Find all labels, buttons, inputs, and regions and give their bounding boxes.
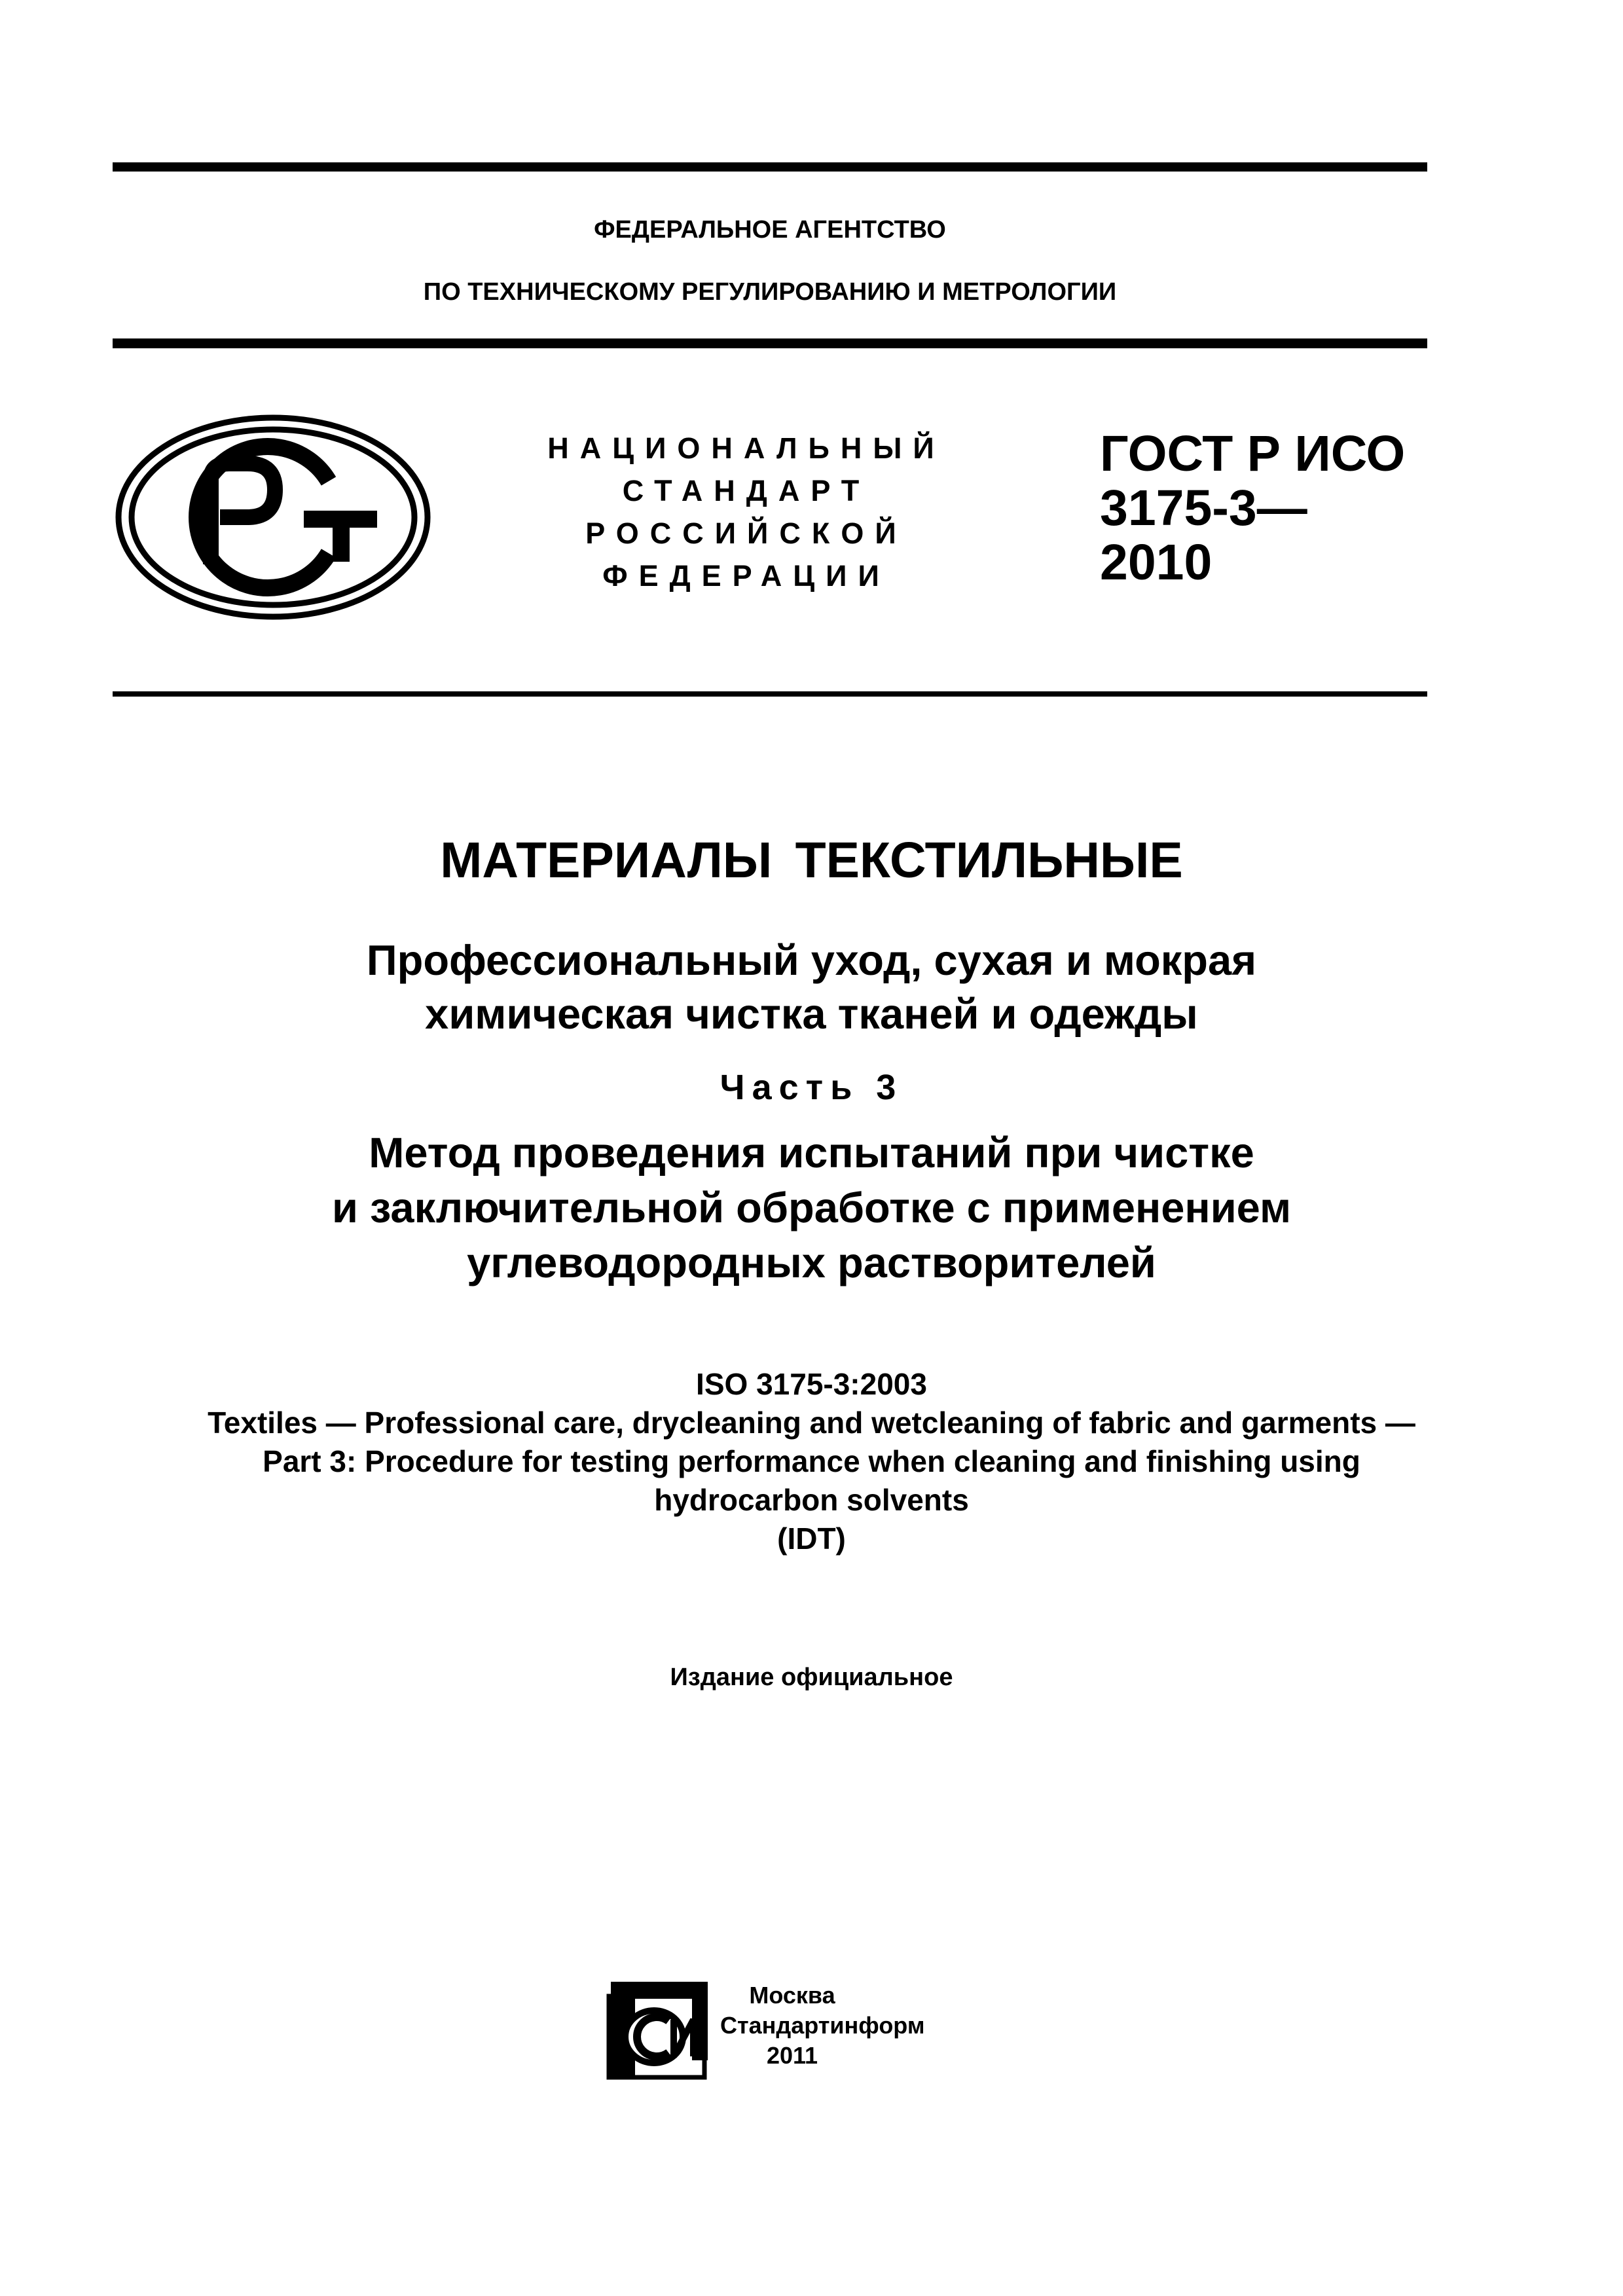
part-title-line-1: Метод проведения испытаний при чистке [369,1129,1254,1176]
part-number: Часть 3 [720,1068,903,1107]
publication-year: 2011 [766,2042,818,2069]
official-edition: Издание официальное [670,1664,953,1691]
top-rule [113,162,1427,172]
header-bottom-rule [113,338,1427,348]
subtitle-line-1: Профессиональный уход, сухая и мокрая [366,936,1257,984]
iso-title-line-2: Part 3: Procedure for testing performance when cleaning and finishing using [263,1444,1360,1478]
designation-line-3: 2010 [1100,534,1213,591]
title-block-rule [113,691,1427,697]
subtitle-line-2: химическая чистка тканей и одежды [425,990,1198,1038]
main-title: МАТЕРИАЛЫ ТЕКСТИЛЬНЫЕ [440,832,1183,888]
standartinform-logo-icon [606,1980,710,2080]
part-title-line-3: углеводородных растворителей [467,1239,1156,1286]
rst-logo-icon [113,412,433,622]
designation-line-2: 3175-3— [1100,480,1307,536]
iso-title-line-3: hydrocarbon solvents [654,1483,969,1517]
agency-line-2: ПО ТЕХНИЧЕСКОМУ РЕГУЛИРОВАНИЮ И МЕТРОЛОГИИ [423,278,1117,306]
designation-line-1: ГОСТ Р ИСО [1100,426,1406,482]
national-standard-line-4: ФЕДЕРАЦИИ [602,559,890,592]
agency-line-1: ФЕДЕРАЛЬНОЕ АГЕНТСТВО [594,216,946,244]
national-standard-line-2: СТАНДАРТ [622,474,871,507]
iso-number: ISO 3175-3:2003 [696,1367,927,1401]
publisher-city: Москва [749,1982,835,2009]
part-title-line-2: и заключительной обработке с применением [331,1184,1292,1231]
national-standard-line-3: РОССИЙСКОЙ [585,517,907,550]
identity-degree: (IDT) [777,1522,846,1556]
iso-title-line-1: Textiles — Professional care, drycleaning and wetcleaning of fabric and garments — [208,1406,1415,1440]
publisher-name: Стандартинформ [720,2012,925,2039]
national-standard-line-1: НАЦИОНАЛЬНЫЙ [547,431,945,465]
national-standard-label [524,427,969,597]
publisher-info [720,1980,925,2071]
standard-designation [1100,427,1405,590]
